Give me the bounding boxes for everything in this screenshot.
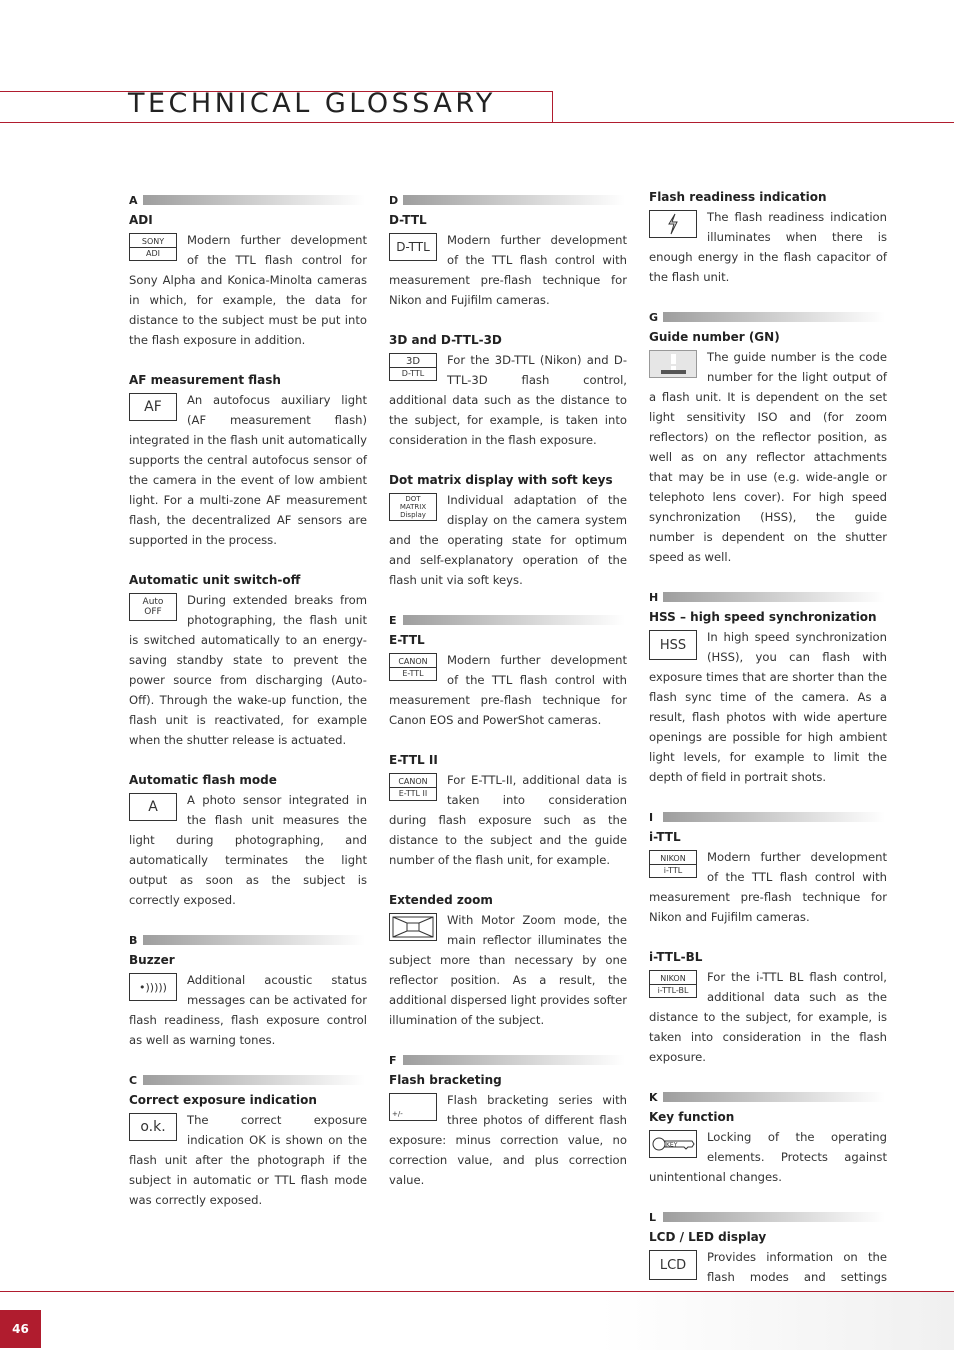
entry-text: Locking of the operating elements. Protects against unintentional changes. <box>649 1130 887 1184</box>
entry-text: Modern further development of the TTL flash control for Sony Alpha and Konica-Minolta cameras in which, for example, the data for distance to the subject must be put into the flash exposure in addition. <box>129 233 367 347</box>
section-bar <box>663 1212 885 1222</box>
section-bar <box>663 312 885 322</box>
nikon-i-ttl-icon: NIKON i-TTL <box>649 850 697 878</box>
entry-i-ttl <box>649 827 887 927</box>
section-letter: C <box>129 1073 138 1087</box>
section-e <box>389 610 627 1030</box>
key-icon <box>649 1130 697 1158</box>
entry-dot-matrix <box>389 470 627 590</box>
guide-number-icon <box>649 350 697 378</box>
svg-text:KEY: KEY <box>666 1141 678 1149</box>
entry-key-function <box>649 1107 887 1187</box>
section-d <box>389 190 627 590</box>
entry-title: Automatic unit switch-off <box>129 573 301 587</box>
entry-text: The guide number is the code number for the light output of a flash unit. It is dependent on the set light sensitivity ISO and (for zoom reflectors) on the reflector position, as well as on any reflector attachments that may be in use (e.g. wide-angle or telephoto lens cover). For high speed synchronization (HSS), the guide number is dependent on the shutter speed as well. <box>649 350 887 564</box>
entry-text: Provides information on the flash modes and settings <box>707 1250 887 1284</box>
canon-e-ttl-icon: CANON E-TTL <box>389 653 437 681</box>
entry-title: D-TTL <box>389 213 427 227</box>
entry-title: i-TTL-BL <box>649 950 703 964</box>
entry-title: AF measurement flash <box>129 373 281 387</box>
entry-text: With Motor Zoom mode, the main reflector illuminates the subject more than necessary by one reflector position. As a result, the additional dispersed light provides softer illumination of the subject. <box>389 913 627 1027</box>
bracketing-icon: +/- <box>389 1093 437 1121</box>
entry-adi <box>129 210 367 350</box>
section-bar <box>143 195 365 205</box>
section-letter: A <box>129 193 138 207</box>
entry-title: Dot matrix display with soft keys <box>389 473 613 487</box>
zoom-reflector-icon <box>389 913 437 941</box>
section-i <box>649 807 887 1067</box>
buzzer-icon: •))))) <box>129 973 177 1001</box>
section-bar <box>143 1075 365 1085</box>
sony-adi-icon: SONY ADI <box>129 233 177 261</box>
entry-text: In high speed synchronization (HSS), you can flash with exposure times that are shorter than the flash sync time of the camera. As a result, flash photos with wide aperture openings are possible for high ambient light levels, for example to limit the depth of field in portrait shots. <box>649 630 887 784</box>
entry-text: Modern further development of the TTL flash control with measurement pre-flash technique for Canon EOS and PowerShot cameras. <box>389 653 627 727</box>
section-letter: F <box>389 1053 397 1067</box>
column-1 <box>129 190 367 1230</box>
footer-rule <box>0 1291 954 1292</box>
entry-correct-exposure <box>129 1090 367 1210</box>
entry-text: Individual adaptation of the display on the camera system and the operating state for optimum and self-explanatory operation of the flash unit via soft keys. <box>389 493 627 587</box>
section-letter: I <box>649 810 654 824</box>
entry-i-ttl-bl <box>649 947 887 1067</box>
section-bar <box>663 592 885 602</box>
entry-title: 3D and D-TTL-3D <box>389 333 502 347</box>
entry-hss <box>649 607 887 787</box>
entry-3d-d-ttl-3d <box>389 330 627 450</box>
entry-title: LCD / LED display <box>649 1230 767 1244</box>
entry-title: Guide number (GN) <box>649 330 780 344</box>
section-c <box>129 1070 367 1210</box>
3d-ttl-icon: 3D D-TTL <box>389 353 437 381</box>
column-3 <box>649 187 887 1327</box>
lightning-icon <box>649 210 697 238</box>
entry-title: Extended zoom <box>389 893 493 907</box>
dot-matrix-icon: DOT MATRIX Display <box>389 493 437 521</box>
canon-e-ttl-ii-icon: CANON E-TTL II <box>389 773 437 801</box>
section-f <box>389 1050 627 1190</box>
section-letter: D <box>389 193 399 207</box>
section-bar <box>403 1055 625 1065</box>
entry-flash-readiness <box>649 187 887 287</box>
entry-title: i-TTL <box>649 830 681 844</box>
af-icon: AF <box>129 393 177 421</box>
entry-e-ttl-ii <box>389 750 627 870</box>
nikon-i-ttl-bl-icon: NIKON i-TTL-BL <box>649 970 697 998</box>
hss-icon: HSS <box>649 630 697 660</box>
section-b <box>129 930 367 1050</box>
entry-text: Flash bracketing series with three photos of different flash exposure: minus correction value, no correction value, and plus correction value. <box>389 1093 627 1187</box>
entry-text: The flash readiness indication illuminates when there is enough energy in the flash capacitor of the flash unit. <box>649 210 887 284</box>
entry-text: Modern further development of the TTL flash control with measurement pre-flash technique for Nikon and Fujifilm cameras. <box>389 233 627 307</box>
d-ttl-icon: D-TTL <box>389 233 437 261</box>
section-bar <box>403 615 625 625</box>
section-letter: H <box>649 590 659 604</box>
entry-text: Modern further development of the TTL flash control with measurement pre-flash technique for Nikon and Fujifilm cameras. <box>649 850 887 924</box>
section-a <box>129 190 367 910</box>
page-number: 46 <box>0 1310 41 1348</box>
section-letter: K <box>649 1090 658 1104</box>
auto-a-icon: A <box>129 793 177 821</box>
column-2 <box>389 190 627 1210</box>
entry-text: The correct exposure indication OK is shown on the flash unit after the photograph if the subject in automatic or TTL flash mode was correctly exposed. <box>129 1113 367 1207</box>
section-h <box>649 587 887 787</box>
entry-text: A photo sensor integrated in the flash unit measures the light during photographing, and automatically terminates the light output as soon as the subject is correctly exposed. <box>129 793 367 907</box>
entry-text: During extended breaks from photographing, the flash unit is switched automatically to an energy-saving standby state to prevent the power source from discharging (Auto-Off). Through the wake-up function, the flash unit is reactivated, for example when the shutter release is actuated. <box>129 593 367 747</box>
section-k <box>649 1087 887 1187</box>
footer-shade <box>600 1292 954 1350</box>
entry-text: Additional acoustic status messages can be activated for flash readiness, flash exposure control as well as warning tones. <box>129 973 367 1047</box>
entry-title: E-TTL II <box>389 753 438 767</box>
section-letter: E <box>389 613 397 627</box>
section-bar <box>403 195 625 205</box>
section-bar <box>143 935 365 945</box>
entry-title: Buzzer <box>129 953 175 967</box>
entry-flash-bracketing <box>389 1070 627 1190</box>
section-bar <box>663 1092 885 1102</box>
entry-buzzer <box>129 950 367 1050</box>
entry-guide-number <box>649 327 887 567</box>
section-bar <box>663 812 885 822</box>
entry-title: E-TTL <box>389 633 425 647</box>
entry-title: Flash readiness indication <box>649 190 827 204</box>
entry-extended-zoom <box>389 890 627 1030</box>
entry-title: Correct exposure indication <box>129 1093 317 1107</box>
header-rule <box>0 122 954 123</box>
entry-af-measurement-flash <box>129 370 367 550</box>
entry-text: For E-TTL-II, additional data is taken into consideration during flash exposure such as the distance to the subject and the guide number of the flash unit, for example. <box>389 773 627 867</box>
entry-automatic-flash-mode <box>129 770 367 910</box>
entry-d-ttl <box>389 210 627 310</box>
section-letter: B <box>129 933 138 947</box>
entry-e-ttl <box>389 630 627 730</box>
page-title: TECHNICAL GLOSSARY <box>128 88 496 119</box>
entry-title: Automatic flash mode <box>129 773 277 787</box>
entry-title: Key function <box>649 1110 735 1124</box>
entry-title: HSS – high speed synchronization <box>649 610 877 624</box>
entry-text: For the i-TTL BL flash control, additional data such as the distance to the subject, for example, is taken into consideration in the flash exposure. <box>649 970 887 1064</box>
section-g <box>649 307 887 567</box>
entry-text: An autofocus auxiliary light (AF measurement flash) integrated in the flash unit automatically supports the central autofocus sensor of the camera in the event of low ambient light. For a multi-zone AF measurement flash, the decentralized AF sensors are supported in the process. <box>129 393 367 547</box>
lcd-icon: LCD <box>649 1250 697 1280</box>
section-letter: L <box>649 1210 657 1224</box>
auto-off-icon: Auto OFF <box>129 593 177 621</box>
entry-text: For the 3D-TTL (Nikon) and D-TTL-3D flash control, additional data such as the distance to the subject, for example, is taken into consideration in the flash exposure. <box>389 353 627 447</box>
entry-title: ADI <box>129 213 153 227</box>
entry-auto-off <box>129 570 367 750</box>
section-letter: G <box>649 310 659 324</box>
entry-title: Flash bracketing <box>389 1073 502 1087</box>
ok-icon: o.k. <box>129 1113 177 1141</box>
